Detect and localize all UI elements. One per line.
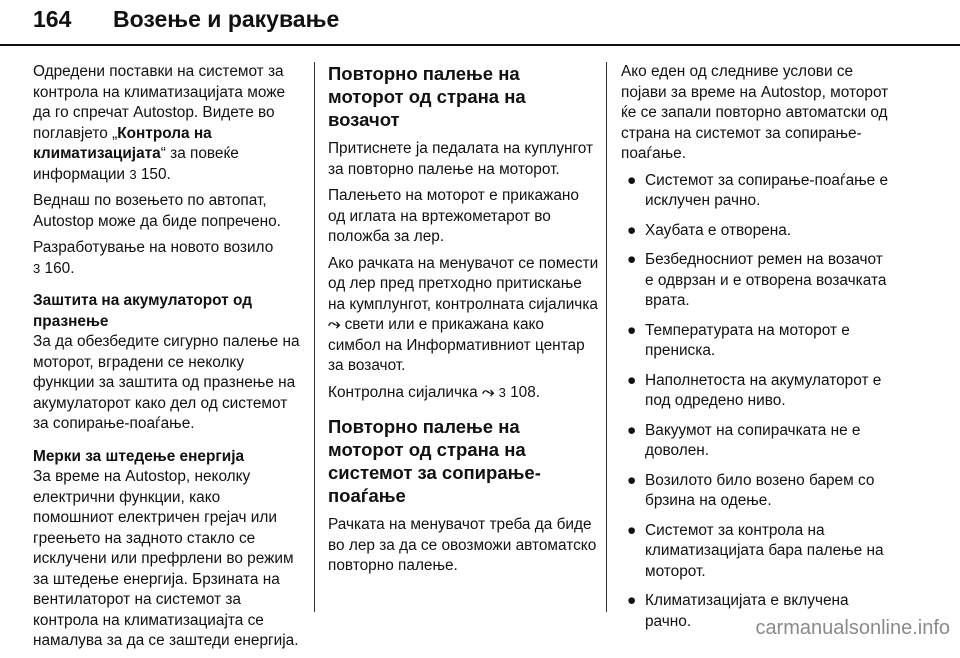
bullet-icon: ● <box>627 471 637 489</box>
conditions-list <box>621 171 891 633</box>
watermark: carmanualsonline.info <box>755 617 950 639</box>
control-lamp-icon: ⤳ <box>328 316 341 333</box>
list-item: ● Хаубата е отворена. <box>621 221 891 242</box>
list-item: ● Вакуумот на сопирачката не е доволен. <box>627 421 861 459</box>
bullet-icon: ● <box>627 371 637 389</box>
paragraph-tachometer: Палењето на моторот е прикажано од иглата на вртежометарот во положба за лер. <box>328 187 579 245</box>
column-3 <box>621 62 891 641</box>
bullet-icon: ● <box>627 521 637 539</box>
header-divider <box>0 44 960 46</box>
paragraph-battery: За да обезбедите сигурно палење на моторот, вградени се неколку функции за заштита од празнење на акумулаторот како дел од системот за сопирање-поаѓање. <box>33 333 300 432</box>
bullet-icon: ● <box>627 221 637 239</box>
bullet-icon: ● <box>627 421 637 439</box>
paragraph-control-lamp-ref: Контролна сијаличка ⤳ 3 108. <box>328 383 541 401</box>
list-item: ● Климатизацијата е вклучена рачно. <box>627 592 849 630</box>
paragraph-gear-lever: Ако рачката на менувачот се помести од лер пред претходно притискање на кумплунгот, контролната сијаличка ⤳ свети или е прикажана како симбол на Информативниот центар за возачот. <box>328 254 599 374</box>
list-item: ● Безбедносниот ремен на возачот е одврзан и е отворена возачката врата. <box>627 251 887 309</box>
paragraph-highway: Веднаш по возењето по автопат, Autostop може да биде попречено. <box>33 192 281 230</box>
paragraph-clutch: Притиснете ја педалата на куплунгот за повторно палење на моторот. <box>328 140 594 178</box>
column-divider-2 <box>606 62 607 612</box>
list-item: ● Температурата на моторот е прениска. <box>627 321 850 359</box>
page-ref-icon: 3 <box>33 260 41 276</box>
bullet-icon: ● <box>627 171 637 189</box>
paragraph-autostop-climate: Одредени поставки на системот за контрола на климатизацијата може да го спречат Autostop. Видете во поглавјето „Контрола на климатизацијата“ за повеќе информации 3 150. <box>33 63 286 183</box>
heading-system-restart: Повторно палење на моторот од страна на системот за сопирање-поаѓање <box>328 416 541 506</box>
paragraph-energy: За време на Autostop, неколку електрични функции, како помошниот електричен грејач или греењето на задното стакло се исклучени или префрлени во режим за штедење енергија. Брзината на вентилаторот на системот за контрола на климатизациајта се намалува за да се заштеди енергија. <box>33 468 299 649</box>
paragraph-neutral: Рачката на менувачот треба да биде во лер за да се овозможи автоматско повторно палење. <box>328 516 597 574</box>
link-climate-control: Контрола на климатизацијата <box>33 124 212 162</box>
bullet-icon: ● <box>627 321 637 339</box>
heading-driver-restart: Повторно палење на моторот од страна на возачот <box>328 63 526 130</box>
bullet-icon: ● <box>627 251 637 268</box>
chapter-title: Возење и ракување <box>113 6 340 32</box>
page-number: 164 <box>33 6 72 32</box>
heading-energy-saving: Мерки за штедење енергија <box>33 447 245 465</box>
list-item: ● Системот за контрола на климатизацијата бара палење на моторот. <box>627 521 884 580</box>
paragraph-break-in: Разработување на новото возило 3 160. <box>33 239 274 277</box>
column-divider-1 <box>314 62 315 612</box>
page-header <box>33 6 933 46</box>
control-lamp-icon: ⤳ <box>481 383 495 401</box>
column-1 <box>33 62 301 658</box>
bullet-icon: ● <box>627 592 637 609</box>
heading-battery-protection: Заштита на акумулаторот од празнење <box>33 292 252 330</box>
list-item: ● Возилото било возено барем со брзина на одење. <box>627 471 875 509</box>
page-ref-icon: 3 <box>498 384 506 400</box>
list-item: ● Системот за сопирање-поаѓање е исклучен рачно. <box>627 171 889 209</box>
list-item: ● Наполнетоста на акумулаторот е под одредено ниво. <box>627 371 882 409</box>
column-2 <box>328 62 600 583</box>
paragraph-conditions-intro: Ако еден од следниве услови се појави за време на Autostop, моторот ќе се запали повторно автоматски од страна на системот за сопирање-поаѓање. <box>621 63 889 162</box>
page-ref-icon: 3 <box>129 166 137 182</box>
